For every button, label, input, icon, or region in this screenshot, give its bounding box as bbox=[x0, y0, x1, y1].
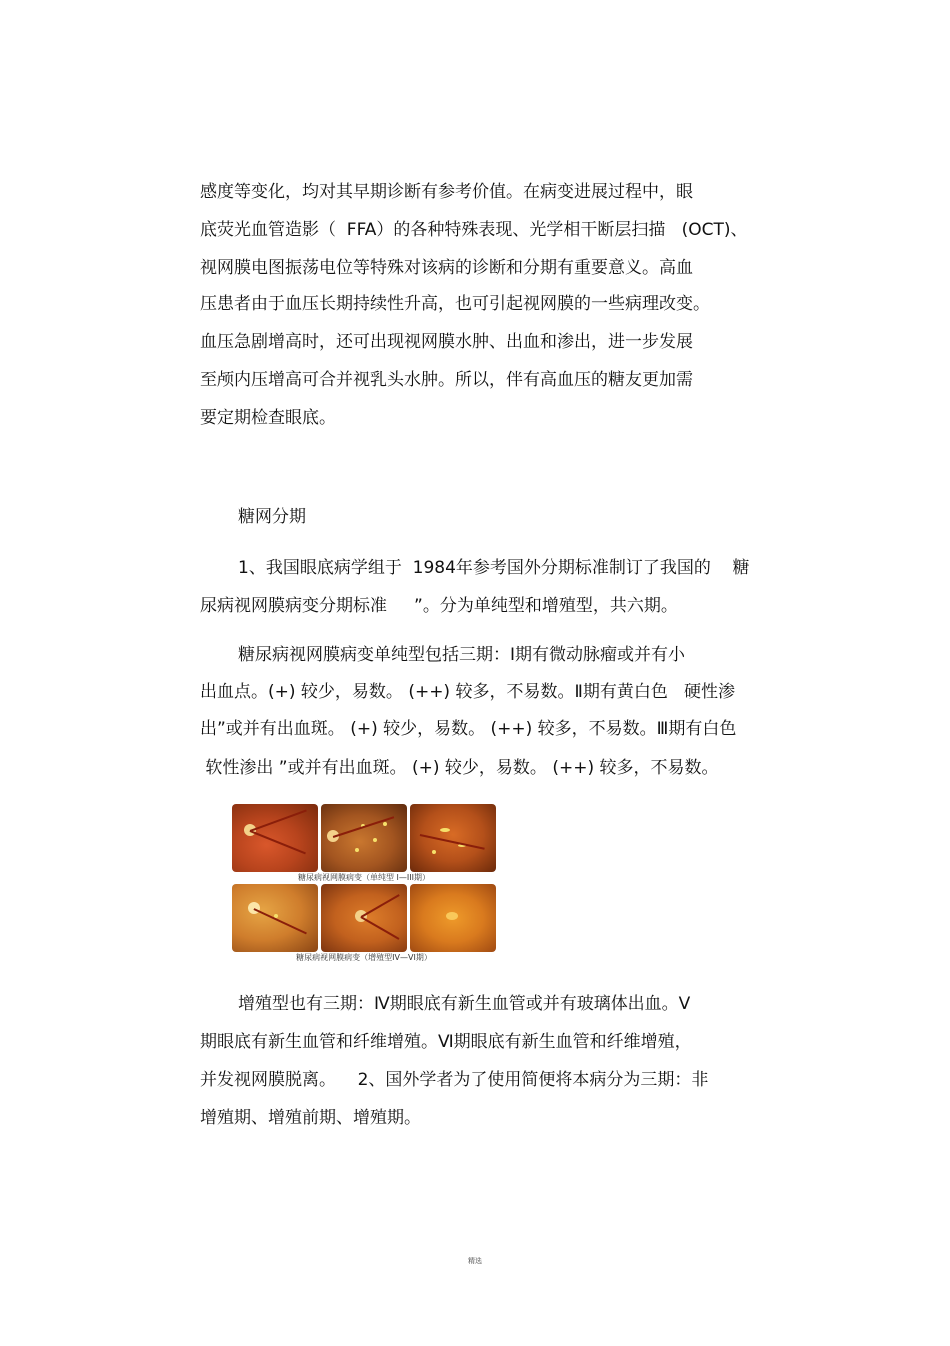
fundus-image bbox=[410, 884, 496, 952]
text-line: 并发视网膜脱离。 2、国外学者为了使用简便将本病分为三期：非 bbox=[200, 1070, 709, 1090]
text-line: 至颅内压增高可合并视乳头水肿。所以，伴有高血压的糖友更加需 bbox=[200, 370, 693, 390]
text-line: 软性渗出 ”或并有出血斑。 (+) 较少，易数。 (++) 较多，不易数。 bbox=[200, 758, 719, 778]
section-heading: 糖网分期 bbox=[238, 507, 306, 527]
fundus-image bbox=[232, 884, 318, 952]
text-line: 压患者由于血压长期持续性升高，也可引起视网膜的一些病理改变。 bbox=[200, 294, 710, 314]
text-line: 视网膜电图振荡电位等特殊对该病的诊断和分期有重要意义。高血 bbox=[200, 258, 693, 278]
fundus-row-proliferative bbox=[232, 884, 496, 952]
text-line: 尿病视网膜病变分期标准 ”。分为单纯型和增殖型，共六期。 bbox=[200, 596, 678, 616]
text-line: 血压急剧增高时，还可出现视网膜水肿、出血和渗出，进一步发展 bbox=[200, 332, 693, 352]
fundus-image bbox=[232, 804, 318, 872]
text-line: 出血点。(+) 较少，易数。 (++) 较多，不易数。Ⅱ期有黄白色 硬性渗 bbox=[200, 682, 736, 702]
fundus-image bbox=[321, 804, 407, 872]
text-line: 1、我国眼底病学组于 1984年参考国外分期标准制订了我国的 糖 bbox=[238, 558, 750, 578]
text-line: 要定期检查眼底。 bbox=[200, 408, 336, 428]
figure-caption: 糖尿病视网膜病变（单纯型 I—III期） bbox=[298, 873, 430, 882]
fundus-figure bbox=[232, 800, 496, 964]
text-line: 增殖期、增殖前期、增殖期。 bbox=[200, 1108, 421, 1128]
text-line: 底荧光血管造影（ FFA）的各种特殊表现、光学相干断层扫描 (OCT)、 bbox=[200, 220, 748, 240]
text-line: 糖尿病视网膜病变单纯型包括三期：Ⅰ期有微动脉瘤或并有小 bbox=[238, 645, 686, 665]
page-footer: 精选 bbox=[468, 1257, 482, 1265]
figure-caption: 糖尿病视网膜病变（增殖型IV—VI期） bbox=[296, 953, 432, 962]
text-line: 感度等变化，均对其早期诊断有参考价值。在病变进展过程中，眼 bbox=[200, 182, 693, 202]
text-line: 出”或并有出血斑。 (+) 较少，易数。 (++) 较多，不易数。Ⅲ期有白色 bbox=[200, 719, 737, 739]
fundus-row-simple bbox=[232, 804, 496, 872]
fundus-image bbox=[321, 884, 407, 952]
fundus-image bbox=[410, 804, 496, 872]
text-line: 期眼底有新生血管和纤维增殖。Ⅵ期眼底有新生血管和纤维增殖， bbox=[200, 1032, 692, 1052]
text-line: 增殖型也有三期：Ⅳ期眼底有新生血管或并有玻璃体出血。Ⅴ bbox=[238, 994, 691, 1014]
